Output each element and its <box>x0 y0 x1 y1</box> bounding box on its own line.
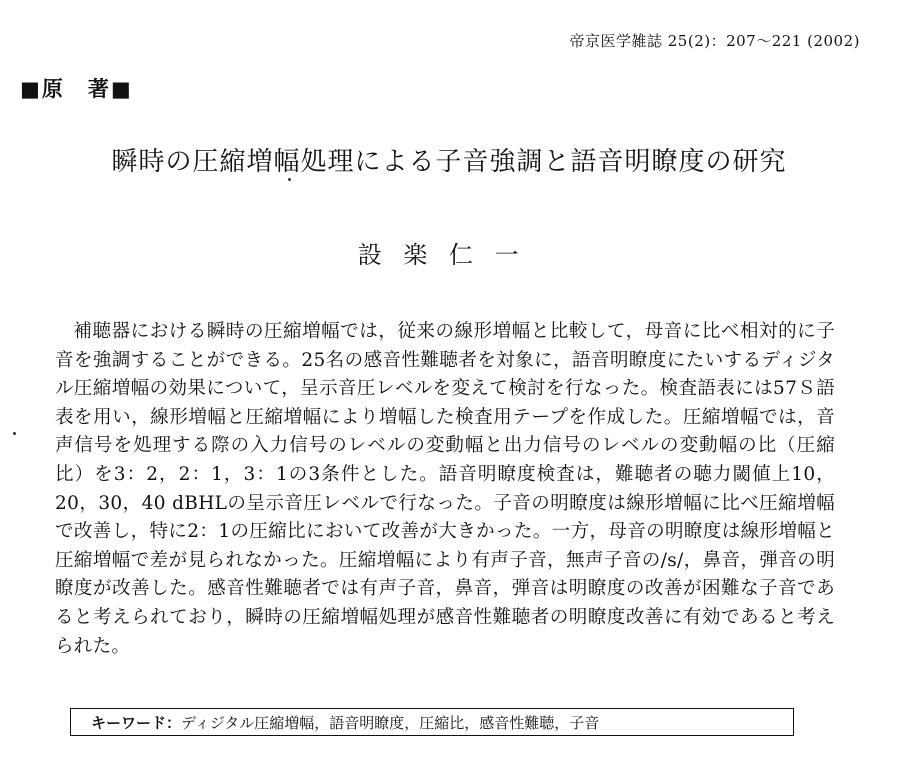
journal-reference: 帝京医学雑誌 25(2)：207〜221 (2002) <box>569 32 860 50</box>
article-type-label: ■原 著■ <box>20 76 133 101</box>
author-name: 設楽仁一 <box>357 241 541 269</box>
article-title: 瞬時の圧縮増幅処理による子音強調と語音明瞭度の研究 <box>111 147 787 177</box>
abstract-text: 補聴器における瞬時の圧縮増幅では，従来の線形増幅と比較して，母音に比べ相対的に子音を強調することができる。25名の感音性難聴者を対象に，語音明瞭度にたいするディジタル圧縮増幅の効果について，呈示音圧レベルを変えて検討を行なった。検査語表には57Ｓ語表を用い，線形増幅と圧縮増幅により増幅した検査用テープを作成した。圧縮増幅では，音声信号を処理する際の入力信号のレベルの変動幅と出力信号のレベルの変動幅の比（圧縮比）を3：2，2：1，3：1の3条件とした。語音明瞭度検査は，難聴者の聴力閾値上10，20，30，40 dBHLの呈示音圧レベルで行なった。子音の明瞭度は線形増幅に比べ圧縮増幅で改善し，特に2：1の圧縮比において改善が大きかった。一方，母音の明瞭度は線形増幅と圧縮増幅で差が見られなかった。圧縮増幅により有声子音，無声子音の/s/，鼻音，弾音の明瞭度が改善した。感音性難聴者では有声子音，鼻音，弾音は明瞭度の改善が困難な子音であると考えられており，瞬時の圧縮増幅処理が感音性難聴者の明瞭度改善に有効であると考えられた。 <box>55 321 835 657</box>
keywords-text: ディジタル圧縮増幅，語音明瞭度，圧縮比，感音性難聴，子音 <box>181 714 600 732</box>
keywords-box <box>70 708 794 736</box>
scan-speck <box>13 432 16 435</box>
scan-speck <box>288 178 291 181</box>
keywords-label: キーワード： <box>91 714 182 732</box>
